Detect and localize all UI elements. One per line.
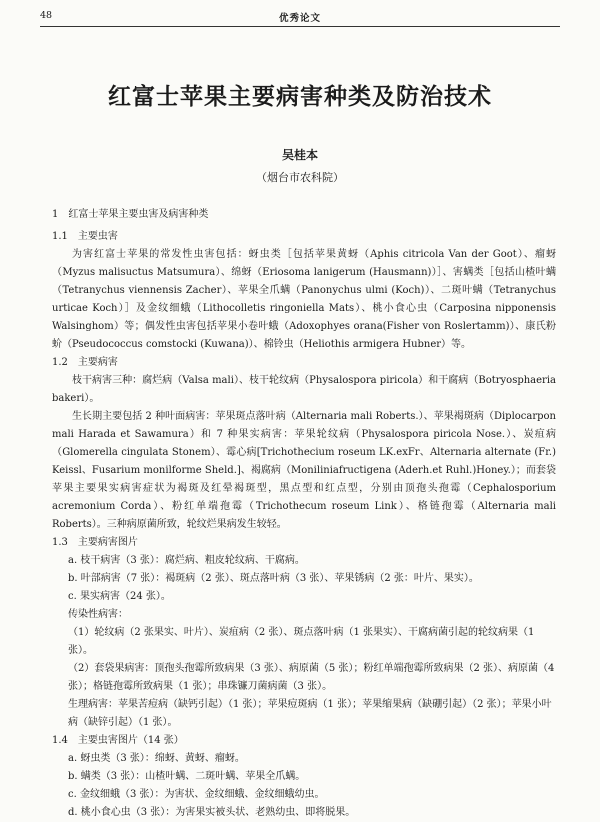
list-item: a. 枝干病害（3 张）：腐烂病、粗皮轮纹病、干腐病。 — [68, 555, 305, 566]
list-item: a. 蚜虫类（3 张）：绵蚜、黄蚜、瘤蚜。 — [68, 753, 245, 764]
list-item: c. 金纹细蛾（3 张）：为害状、金纹细蛾、金纹细蛾幼虫。 — [68, 789, 325, 800]
author-name: 吴桂本 — [281, 148, 318, 162]
subsection-heading — [52, 228, 556, 246]
subsection-title: 主要病害 — [77, 357, 118, 368]
list-item: 生理病害：苹果苦痘病（缺钙引起）（1 张）；苹果痘斑病（1 张）；苹果缩果病（缺硼引起）（2 张）；苹果小叶病（缺锌引起）（1 张）。 — [68, 699, 552, 728]
section-heading — [52, 206, 556, 224]
subsection-title: 主要病害图片 — [77, 537, 138, 548]
running-header — [40, 10, 560, 24]
section-number: 1 — [52, 209, 59, 220]
article-body — [52, 206, 556, 822]
subsection-heading — [52, 534, 556, 552]
subsection-number: 1.2 — [52, 357, 68, 368]
list-item: c. 果实病害（24 张）。 — [68, 591, 171, 602]
page-number: 48 — [40, 10, 53, 21]
subsection-number: 1.3 — [52, 537, 68, 548]
subsection-number: 1.4 — [52, 735, 68, 746]
header-rule — [40, 26, 560, 27]
article-title: 红富士苹果主要病害种类及防治技术 — [108, 84, 492, 110]
journal-name: 优秀论文 — [278, 13, 321, 24]
list-item: d. 桃小食心虫（3 张）：为害果实被头状、老熟幼虫、即将脱果。 — [68, 807, 356, 818]
affiliation: （烟台市农科院） — [256, 171, 344, 184]
paragraph: 为害红富士苹果的常发性虫害包括：蚜虫类［包括苹果黄蚜（Aphis citricola Van der Goot）、瘤蚜（Myzus malisuctus Matsumura）、绵蚜（Eriosoma lanigerum (Hausmann)）］、害螨类［包括山楂叶螨（Tetranychus viennensis Zacher）、苹果全爪螨（Panonychus ulmi (Koch)）、二斑叶螨（Tetranychus urticae Koch）］及金纹细蛾（Lithocolletis ringoniella Mats）、桃小食心虫（Carposina nipponensis Walsinghom）等；偶发性虫害包括苹果小卷叶蛾（Adoxophyes orana(Fisher von Roslertamm)）、康氏粉蚧（Pseudococcus comstocki (Kuwana)）、棉铃虫（Heliothis armigera Hubner）等。 — [52, 249, 556, 350]
list-item: （2）套袋果病害：顶孢头孢霉所致病果（3 张）、病原菌（5 张）；粉红单端孢霉所致病果（2 张）、病原菌（4 张）；格链孢霉所致病果（1 张）；串珠镰刀菌病菌（3 张）。 — [68, 663, 555, 692]
list-item: b. 叶部病害（7 张）：褐斑病（2 张）、斑点落叶病（3 张）、苹果锈病（2 张：叶片、果实）。 — [68, 573, 479, 584]
paragraph: 枝干病害三种：腐烂病（Valsa mali）、枝干轮纹病（Physalospora piricola）和干腐病（Botryosphaeria bakeri）。 — [52, 375, 556, 404]
list-item: b. 螨类（3 张）：山楂叶螨、二斑叶螨、苹果全爪螨。 — [68, 771, 306, 782]
subsection-number: 1.1 — [52, 231, 68, 242]
subsection-title: 主要虫害 — [77, 231, 118, 242]
section-title: 红富士苹果主要虫害及病害种类 — [68, 209, 209, 220]
subsection-heading — [52, 354, 556, 372]
list-heading: 传染性病害： — [68, 609, 128, 620]
subsection-heading — [52, 732, 556, 750]
subsection-title: 主要虫害图片（14 张） — [77, 735, 184, 746]
list-item: （1）轮纹病（2 张果实、叶片）、炭疽病（2 张）、斑点落叶病（1 张果实）、干腐病菌引起的轮纹病果（1 张）。 — [68, 627, 535, 656]
paragraph: 生长期主要包括 2 种叶面病害：苹果斑点落叶病（Alternaria mali Roberts.）、苹果褐斑病（Diplocarpon mali Harada et Sawamura）和 7 种果实病害：苹果轮纹病（Physalospora piricola Nose.）、炭疽病（Glomerella cingulata Stonem）、霉心病[Trichothecium roseum LK.exFr、Alternaria alternate (Fr.) Keissl、Fusarium monilforme Sheld.]、褐腐病（Moniliniafructigena (Aderh.et Ruhl.)Honey.）；而套袋苹果主要果实病害症状为褐斑及红晕褐斑型，黑点型和红点型，分别由顶孢头孢霉（Cephalosporium acremonium Corda）、粉红单端孢霉（Trichothecum roseum Link）、格链孢霉（Alternaria mali Roberts）。三种病原菌所致，轮纹烂果病发生较轻。 — [52, 411, 556, 530]
